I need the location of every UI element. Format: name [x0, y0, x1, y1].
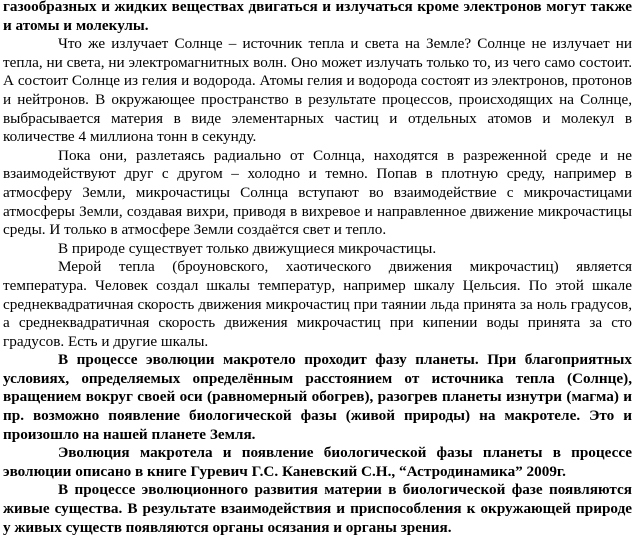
- paragraph-7: Эволюция макротела и появление биологической фазы планеты в процессе эволюции описано в книге Гуревич Г.С. Каневский С.Н., “Астродинамика” 2009г.: [3, 444, 632, 480]
- document-page: [3, 0, 632, 537]
- paragraph-1: газообразных и жидких веществах двигаться и излучаться кроме электронов могут также и атомы и молекулы.: [3, 0, 632, 34]
- paragraph-8: В процессе эволюционного развития материи в биологической фазе появляются живые существа. В результате взаимодействия и приспособления к окружающей природе у живых существ появляются органы осязания и органы зрения.: [3, 481, 632, 536]
- paragraph-3: Пока они, разлетаясь радиально от Солнца, находятся в разреженной среде и не взаимодействуют друг с другом – холодно и темно. Попав в плотную среду, например в атмосферу Земли, микрочастицы Солнца вступают во взаимодействие с микрочастицами атмосферы Земли, создавая вихри, приводя в вихревое и направленное движение микрочастицы среды. И только в атмосфере Земли создаётся свет и тепло.: [3, 146, 632, 239]
- paragraph-2: Что же излучает Солнце – источник тепла и света на Земле? Солнце не излучает ни тепла, ни света, ни электромагнитных волн. Оно может излучать только то, из чего само состоит. А состоит Солнце из гелия и водорода. Атомы гелия и водорода состоят из электронов, протонов и нейтронов. В окружающее пространство в результате процессов, происходящих на Солнце, выбрасывается материя в виде элементарных частиц и отдельных атомов и молекул в количестве 4 миллиона тонн в секунду.: [3, 35, 632, 146]
- paragraph-5: Мерой тепла (броуновского, хаотического движения микрочастиц) является температура. Человек создал шкалы температур, например шкалу Цельсия. По этой шкале среднеквадратичная скорость движения микрочастиц при таянии льда принята за ноль градусов, а среднеквадратичная скорость движения микрочастиц при кипении воды принята за сто градусов. Есть и другие шкалы.: [3, 258, 632, 350]
- paragraph-4: В природе существует только движущиеся микрочастицы.: [58, 239, 437, 257]
- paragraph-6: В процессе эволюции макротело проходит фазу планеты. При благоприятных условиях, определяемых определённым расстоянием от источника тепла (Солнце), вращением вокруг своей оси (равномерный обогрев), разогрев планеты изнутри (магма) и пр. возможно появление биологической фазы (живой природы) на макротеле. Это и произошло на нашей планете Земля.: [3, 351, 632, 443]
